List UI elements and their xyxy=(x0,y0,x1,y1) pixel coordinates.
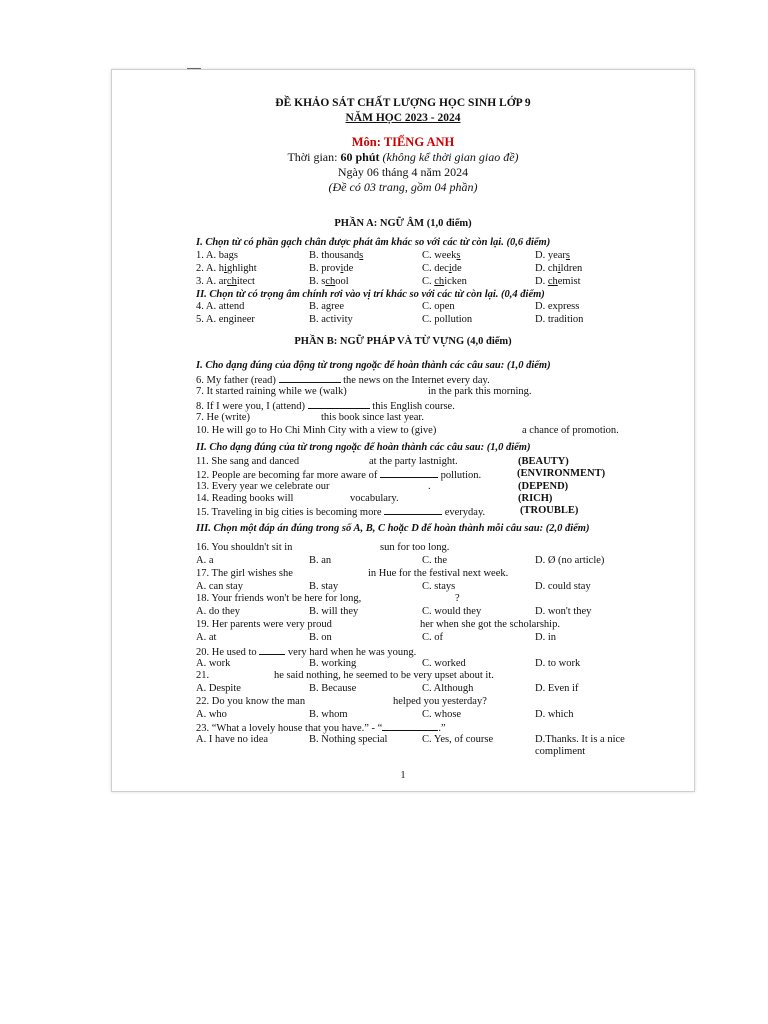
question-23: 23. “What a lovely house that you have.” - “ .” xyxy=(196,723,446,734)
title-line-2 xyxy=(112,112,694,124)
option: A. a xyxy=(196,555,214,566)
option: D. tradition xyxy=(535,314,584,325)
option: D. to work xyxy=(535,658,581,669)
option: C. decide xyxy=(422,263,462,274)
time-value: 60 phút xyxy=(340,150,380,164)
document-page xyxy=(111,69,695,792)
option: B. Nothing special xyxy=(309,734,388,745)
subject: Môn: TIẾNG ANH xyxy=(351,135,455,149)
question-row-1 xyxy=(196,250,656,262)
option: B. thousands xyxy=(309,250,364,261)
option: C. the xyxy=(422,555,448,566)
option: C. stays xyxy=(422,581,456,592)
option: D. years xyxy=(535,250,570,261)
question-20-options xyxy=(196,658,656,670)
option: B. Because xyxy=(309,683,357,694)
question-15: 15. Traveling in big cities is becoming more everyday. xyxy=(196,507,486,518)
part-a-sec2-instruction: II. Chọn từ có trọng âm chính rơi vào vị trí khác so với các từ còn lại. (0,4 điểm) xyxy=(196,289,545,300)
option: D. children xyxy=(535,263,583,274)
option: C. open xyxy=(422,301,455,312)
option: A. work xyxy=(196,658,231,669)
question-13-hint: (DEPEND) xyxy=(518,481,569,492)
question-16-options xyxy=(196,555,656,567)
option: D. won't they xyxy=(535,606,592,617)
answer-blank xyxy=(308,399,370,409)
question-7: 7. It started raining while we (walk) xyxy=(196,386,347,397)
option: 4. A. attend xyxy=(196,301,245,312)
question-8: 8. If I were you, I (attend) this English course. xyxy=(196,401,455,412)
question-22-end: helped you yesterday? xyxy=(393,696,487,707)
option: B. provide xyxy=(309,263,354,274)
question-19-end: her when she got the scholarship. xyxy=(420,619,560,630)
question-9-end: this book since last year. xyxy=(321,412,424,423)
question-11-hint: (BEAUTY) xyxy=(518,456,569,467)
question-16: 16. You shouldn't sit in xyxy=(196,542,293,553)
question-21-end: he said nothing, he seemed to be very upset about it. xyxy=(274,670,494,681)
question-17-options xyxy=(196,581,656,593)
question-20: 20. He used to very hard when he was young. xyxy=(196,647,417,658)
question-row-5 xyxy=(196,314,656,326)
part-b-sec2-instruction: II. Cho dạng đúng của từ trong ngoặc để hoàn thành các câu sau: (1,0 điểm) xyxy=(196,442,531,453)
option: D. Ø (no article) xyxy=(535,555,605,566)
option: B. activity xyxy=(309,314,353,325)
time-note: (không kể thời gian giao đề) xyxy=(379,150,519,164)
option: C. would they xyxy=(422,606,482,617)
question-6: 6. My father (read) the news on the Internet every day. xyxy=(196,375,490,386)
option: D. could stay xyxy=(535,581,591,592)
question-17: 17. The girl wishes she xyxy=(196,568,293,579)
answer-blank xyxy=(380,468,438,478)
option: C. of xyxy=(422,632,443,643)
question-12-hint: (ENVIRONMENT) xyxy=(517,468,606,479)
answer-blank xyxy=(259,645,285,655)
question-23-options xyxy=(196,734,656,746)
question-14: 14. Reading books will xyxy=(196,493,294,504)
option: C. chicken xyxy=(422,276,467,287)
option: 3. A. architect xyxy=(196,276,255,287)
option: C. whose xyxy=(422,709,462,720)
answer-blank xyxy=(384,505,442,515)
top-mark xyxy=(187,68,201,69)
option: B. school xyxy=(309,276,349,287)
option: B. stay xyxy=(309,581,339,592)
option: D.Thanks. It is a nice xyxy=(535,734,625,745)
question-18: 18. Your friends won't be here for long, xyxy=(196,593,362,604)
option: A. at xyxy=(196,632,217,643)
question-13-end: . xyxy=(428,481,431,492)
option: C. worked xyxy=(422,658,466,669)
option: D. which xyxy=(535,709,574,720)
title-line-1: ĐỀ KHẢO SÁT CHẤT LƯỢNG HỌC SINH LỚP 9 xyxy=(275,97,531,109)
option: A. who xyxy=(196,709,227,720)
question-18-options xyxy=(196,606,656,618)
question-11: 11. She sang and danced xyxy=(196,456,300,467)
option: A. Despite xyxy=(196,683,241,694)
question-15-hint: (TROUBLE) xyxy=(520,505,579,516)
option: C. Although xyxy=(422,683,474,694)
question-row-4 xyxy=(196,301,656,313)
option: B. working xyxy=(309,658,357,669)
option: B. will they xyxy=(309,606,359,617)
question-11-end: at the party lastnight. xyxy=(369,456,458,467)
page-number: 1 xyxy=(400,770,406,781)
answer-blank xyxy=(279,373,341,383)
question-10-end: a chance of promotion. xyxy=(522,425,619,436)
question-21: 21. xyxy=(196,670,210,681)
question-16-end: sun for too long. xyxy=(380,542,450,553)
question-row-2 xyxy=(196,263,656,275)
question-22: 22. Do you know the man xyxy=(196,696,306,707)
option: A. I have no idea xyxy=(196,734,269,745)
question-10: 10. He will go to Ho Chi Minh City with a view to (give) xyxy=(196,425,437,436)
exam-date: Ngày 06 tháng 4 năm 2024 xyxy=(337,165,469,179)
question-13: 13. Every year we celebrate our xyxy=(196,481,330,492)
question-9: 7. He (write) xyxy=(196,412,250,423)
option: 2. A. highlight xyxy=(196,263,257,274)
option: D. express xyxy=(535,301,580,312)
part-a-sec1-instruction: I. Chọn từ có phần gạch chân được phát âm khác so với các từ còn lại. (0,6 điểm) xyxy=(196,237,551,248)
question-row-3 xyxy=(196,276,656,288)
time-line xyxy=(112,151,694,163)
question-23-option-d-continued: compliment xyxy=(535,746,586,757)
part-b-sec3-instruction: III. Chọn một đáp án đúng trong số A, B, C hoặc D để hoàn thành mỗi câu sau: (2,0 điểm) xyxy=(196,523,590,534)
option: 5. A. engineer xyxy=(196,314,255,325)
option: B. agree xyxy=(309,301,344,312)
question-7-end: in the park this morning. xyxy=(428,386,532,397)
option: B. an xyxy=(309,555,332,566)
option: D. in xyxy=(535,632,556,643)
option: A. can stay xyxy=(196,581,243,592)
part-b-sec1-instruction: I. Cho dạng đúng của động từ trong ngoặc để hoàn thành các câu sau: (1,0 điểm) xyxy=(196,360,551,371)
time-prefix: Thời gian: xyxy=(287,150,341,164)
option: A. do they xyxy=(196,606,241,617)
option: C. pollution xyxy=(422,314,473,325)
question-22-options xyxy=(196,709,656,721)
part-a-title: PHẦN A: NGỮ ÂM (1,0 điểm) xyxy=(334,218,472,229)
option: 1. A. bags xyxy=(196,250,239,261)
option: C. Yes, of course xyxy=(422,734,494,745)
question-12: 12. People are becoming far more aware of pollution. xyxy=(196,470,482,481)
page-content xyxy=(112,70,694,791)
question-19-options xyxy=(196,632,656,644)
exam-note: (Đề có 03 trang, gồm 04 phần) xyxy=(328,180,478,194)
school-year: NĂM HỌC 2023 - 2024 xyxy=(345,112,461,124)
part-b-title: PHẦN B: NGỮ PHÁP VÀ TỪ VỰNG (4,0 điểm) xyxy=(294,336,512,347)
option: C. weeks xyxy=(422,250,461,261)
question-14-hint: (RICH) xyxy=(518,493,553,504)
question-18-end: ? xyxy=(455,593,460,604)
question-21-options xyxy=(196,683,656,695)
question-17-end: in Hue for the festival next week. xyxy=(368,568,509,579)
option: B. whom xyxy=(309,709,348,720)
option: D. chemist xyxy=(535,276,581,287)
question-19: 19. Her parents were very proud xyxy=(196,619,332,630)
question-14-end: vocabulary. xyxy=(350,493,399,504)
option: D. Even if xyxy=(535,683,579,694)
answer-blank xyxy=(382,721,438,731)
option: B. on xyxy=(309,632,332,643)
